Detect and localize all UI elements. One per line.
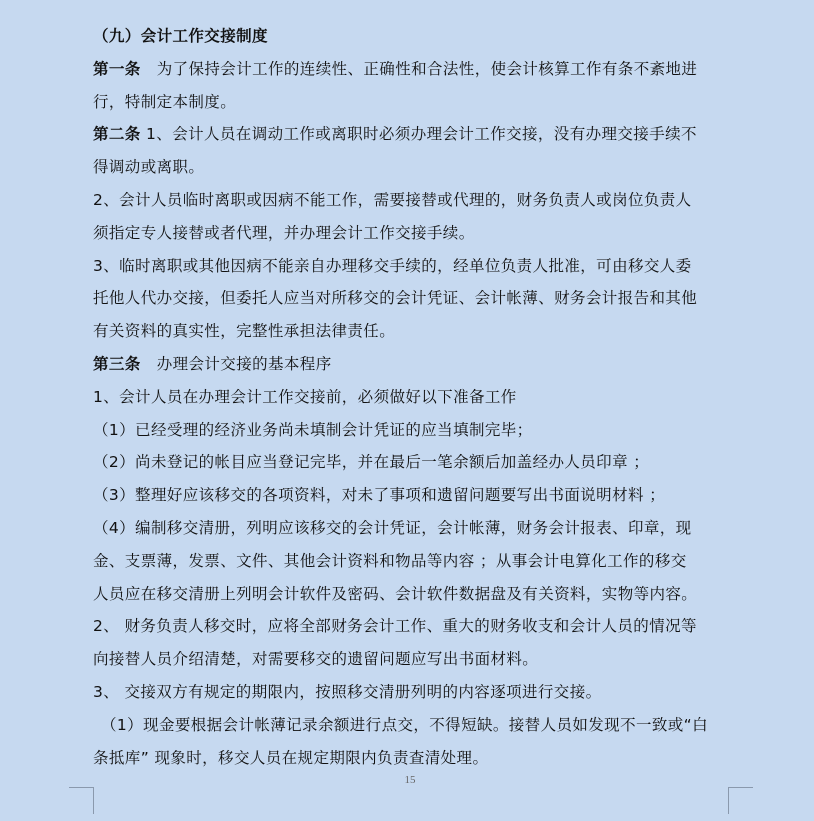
- article-3-heading-line: [93, 348, 733, 381]
- article-1-text: 为了保持会计工作的连续性、正确性和合法性，使会计核算工作有条不紊地进: [156, 59, 698, 78]
- article-3-line-5: （4）编制移交清册，列明应该移交的会计凭证，会计帐薄，财务会计报表、印章，现: [93, 518, 692, 537]
- article-3-label: 第三条: [93, 354, 141, 373]
- page-corner-mark-left: [69, 787, 94, 814]
- article-3-line-9: 向接替人员介绍清楚，对需要移交的遗留问题应写出书面材料。: [93, 650, 539, 669]
- article-2-line-6: 托他人代办交接，但委托人应当对所移交的会计凭证、会计帐薄、财务会计报告和其他: [93, 289, 698, 308]
- article-3-line-12: 条抵库” 现象时，移交人员在规定期限内负责查清处理。: [93, 748, 489, 767]
- article-2-line-1: [93, 118, 733, 151]
- article-2-line-2: 得调动或离职。: [93, 158, 205, 177]
- article-1-line-2: 行，特制定本制度。: [93, 92, 237, 111]
- article-2-line-3: 2、会计人员临时离职或因病不能工作，需要接替或代理的，财务负责人或岗位负责人: [93, 190, 692, 209]
- article-3-line-7: 人员应在移交清册上列明会计软件及密码、会计软件数据盘及有关资料，实物等内容。: [93, 584, 698, 603]
- article-3-line-6: 金、支票薄，发票、文件、其他会计资料和物品等内容 ；从事会计电算化工作的移交: [93, 551, 687, 570]
- article-1-line-1: [93, 53, 733, 86]
- article-3-line-2: （1）已经受理的经济业务尚未填制会计凭证的应当填制完毕；: [93, 420, 533, 439]
- document-body: [93, 20, 733, 774]
- article-3-line-10: 3、 交接双方有规定的期限内，按照移交清册列明的内容逐项进行交接。: [93, 682, 602, 701]
- page-number: 15: [404, 774, 416, 786]
- section-title: （九）会计工作交接制度: [93, 27, 268, 45]
- article-3-line-4: （3）整理好应该移交的各项资料，对未了事项和遗留问题要写出书面说明材料 ；: [93, 486, 666, 505]
- article-2-line-5: 3、临时离职或其他因病不能亲自办理移交手续的，经单位负责人批准，可由移交人委: [93, 256, 692, 275]
- article-3-line-11: （1）现金要根据会计帐薄记录余额进行点交，不得短缺。接替人员如发现不一致或“白: [101, 715, 708, 734]
- article-3-line-1: 1、会计人员在办理会计工作交接前，必须做好以下准备工作: [93, 387, 517, 406]
- article-2-line-4: 须指定专人接替或者代理，并办理会计工作交接手续。: [93, 223, 475, 242]
- article-3-line-8: 2、 财务负责人移交时，应将全部财务会计工作、重大的财务收支和会计人员的情况等: [93, 617, 697, 636]
- article-3-heading: 办理会计交接的基本程序: [156, 354, 332, 373]
- article-2-label: 第二条: [93, 125, 141, 144]
- page-corner-mark-right: [728, 787, 753, 814]
- article-2-text: 1、会计人员在调动工作或离职时必须办理会计工作交接，没有办理交接手续不: [140, 125, 697, 144]
- article-2-line-7: 有关资料的真实性，完整性承担法律责任。: [93, 322, 396, 341]
- article-1-label: 第一条: [93, 59, 141, 78]
- article-3-line-3: （2）尚未登记的帐目应当登记完毕，并在最后一笔余额后加盖经办人员印章 ；: [93, 453, 650, 472]
